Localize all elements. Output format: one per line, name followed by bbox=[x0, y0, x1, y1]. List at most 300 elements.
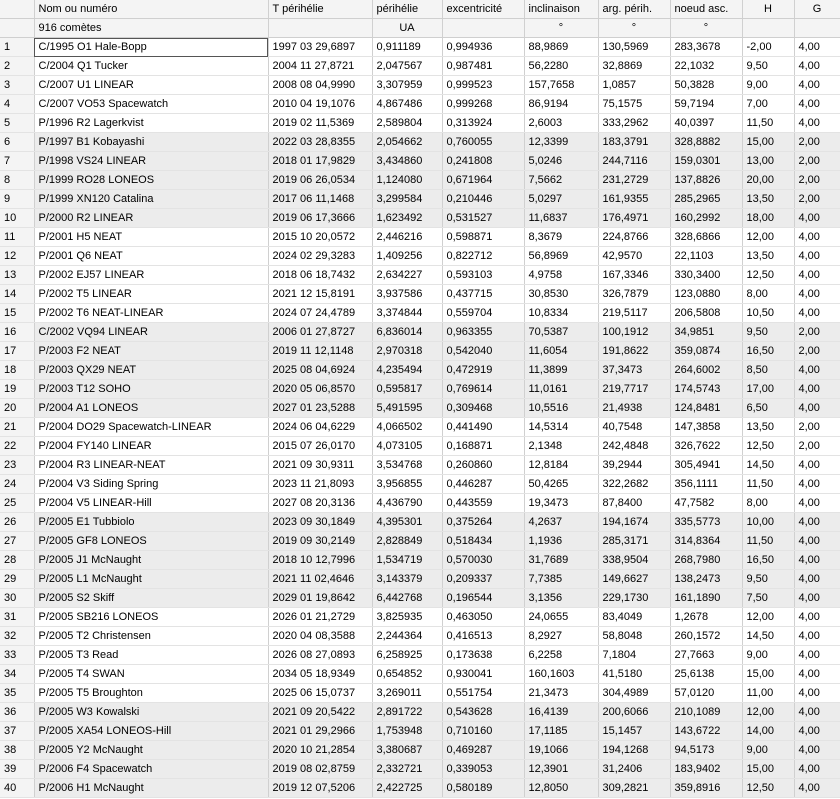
excentricite-cell[interactable]: 0,987481 bbox=[442, 57, 524, 76]
table-row[interactable] bbox=[0, 646, 840, 665]
g-cell[interactable]: 4,00 bbox=[794, 779, 840, 798]
comet-name[interactable]: P/2005 T3 Read bbox=[34, 646, 268, 665]
arg-perih-cell[interactable]: 161,9355 bbox=[598, 190, 670, 209]
noeud-asc-cell[interactable]: 159,0301 bbox=[670, 152, 742, 171]
table-row[interactable] bbox=[0, 760, 840, 779]
comet-name[interactable]: P/2003 QX29 NEAT bbox=[34, 361, 268, 380]
t-perihelie-cell[interactable]: 2024 07 24,4789 bbox=[268, 304, 372, 323]
perihelie-cell[interactable]: 3,299584 bbox=[372, 190, 442, 209]
comet-name[interactable]: P/2004 V5 LINEAR-Hill bbox=[34, 494, 268, 513]
excentricite-cell[interactable]: 0,531527 bbox=[442, 209, 524, 228]
table-row[interactable] bbox=[0, 361, 840, 380]
perihelie-cell[interactable]: 3,534768 bbox=[372, 456, 442, 475]
t-perihelie-cell[interactable]: 2024 02 29,3283 bbox=[268, 247, 372, 266]
noeud-asc-cell[interactable]: 305,4941 bbox=[670, 456, 742, 475]
perihelie-cell[interactable]: 0,911189 bbox=[372, 38, 442, 57]
t-perihelie-cell[interactable]: 2021 11 02,4646 bbox=[268, 570, 372, 589]
h-cell[interactable]: 10,00 bbox=[742, 513, 794, 532]
excentricite-cell[interactable]: 0,598871 bbox=[442, 228, 524, 247]
g-cell[interactable]: 4,00 bbox=[794, 380, 840, 399]
table-row[interactable] bbox=[0, 114, 840, 133]
table-row[interactable] bbox=[0, 342, 840, 361]
arg-perih-cell[interactable]: 75,1575 bbox=[598, 95, 670, 114]
t-perihelie-cell[interactable]: 2008 08 04,9990 bbox=[268, 76, 372, 95]
noeud-asc-cell[interactable]: 359,8916 bbox=[670, 779, 742, 798]
perihelie-cell[interactable]: 4,235494 bbox=[372, 361, 442, 380]
excentricite-cell[interactable]: 0,822712 bbox=[442, 247, 524, 266]
noeud-asc-cell[interactable]: 143,6722 bbox=[670, 722, 742, 741]
perihelie-cell[interactable]: 0,595817 bbox=[372, 380, 442, 399]
inclinaison-cell[interactable]: 7,7385 bbox=[524, 570, 598, 589]
t-perihelie-cell[interactable]: 1997 03 29,6897 bbox=[268, 38, 372, 57]
h-cell[interactable]: 8,00 bbox=[742, 285, 794, 304]
noeud-asc-cell[interactable]: 328,6866 bbox=[670, 228, 742, 247]
comet-name[interactable]: P/2005 GF8 LONEOS bbox=[34, 532, 268, 551]
inclinaison-cell[interactable]: 10,8334 bbox=[524, 304, 598, 323]
inclinaison-cell[interactable]: 8,3679 bbox=[524, 228, 598, 247]
table-row[interactable] bbox=[0, 627, 840, 646]
excentricite-cell[interactable]: 0,760055 bbox=[442, 133, 524, 152]
comet-name[interactable]: P/2006 H1 McNaught bbox=[34, 779, 268, 798]
arg-perih-cell[interactable]: 100,1912 bbox=[598, 323, 670, 342]
arg-perih-cell[interactable]: 326,7879 bbox=[598, 285, 670, 304]
excentricite-cell[interactable]: 0,260860 bbox=[442, 456, 524, 475]
perihelie-cell[interactable]: 6,442768 bbox=[372, 589, 442, 608]
g-cell[interactable]: 2,00 bbox=[794, 152, 840, 171]
table-row[interactable] bbox=[0, 190, 840, 209]
h-cell[interactable]: 13,00 bbox=[742, 152, 794, 171]
arg-perih-cell[interactable]: 333,2962 bbox=[598, 114, 670, 133]
perihelie-cell[interactable]: 5,491595 bbox=[372, 399, 442, 418]
inclinaison-cell[interactable]: 88,9869 bbox=[524, 38, 598, 57]
noeud-asc-cell[interactable]: 260,1572 bbox=[670, 627, 742, 646]
g-cell[interactable]: 4,00 bbox=[794, 76, 840, 95]
inclinaison-cell[interactable]: 56,2280 bbox=[524, 57, 598, 76]
inclinaison-cell[interactable]: 24,0655 bbox=[524, 608, 598, 627]
perihelie-cell[interactable]: 3,956855 bbox=[372, 475, 442, 494]
excentricite-cell[interactable]: 0,472919 bbox=[442, 361, 524, 380]
arg-perih-cell[interactable]: 183,3791 bbox=[598, 133, 670, 152]
t-perihelie-cell[interactable]: 2019 02 11,5369 bbox=[268, 114, 372, 133]
comet-name[interactable]: P/2005 S2 Skiff bbox=[34, 589, 268, 608]
arg-perih-cell[interactable]: 244,7116 bbox=[598, 152, 670, 171]
h-cell[interactable]: 6,50 bbox=[742, 399, 794, 418]
perihelie-cell[interactable]: 3,434860 bbox=[372, 152, 442, 171]
inclinaison-cell[interactable]: 12,8050 bbox=[524, 779, 598, 798]
arg-perih-cell[interactable]: 309,2821 bbox=[598, 779, 670, 798]
inclinaison-cell[interactable]: 31,7689 bbox=[524, 551, 598, 570]
excentricite-cell[interactable]: 0,543628 bbox=[442, 703, 524, 722]
arg-perih-cell[interactable]: 304,4989 bbox=[598, 684, 670, 703]
g-cell[interactable]: 4,00 bbox=[794, 551, 840, 570]
perihelie-cell[interactable]: 4,066502 bbox=[372, 418, 442, 437]
table-row[interactable] bbox=[0, 133, 840, 152]
arg-perih-cell[interactable]: 229,1730 bbox=[598, 589, 670, 608]
table-row[interactable] bbox=[0, 494, 840, 513]
inclinaison-cell[interactable]: 2,6003 bbox=[524, 114, 598, 133]
excentricite-cell[interactable]: 0,309468 bbox=[442, 399, 524, 418]
excentricite-cell[interactable]: 0,463050 bbox=[442, 608, 524, 627]
g-cell[interactable]: 4,00 bbox=[794, 703, 840, 722]
g-cell[interactable]: 4,00 bbox=[794, 589, 840, 608]
inclinaison-cell[interactable]: 4,2637 bbox=[524, 513, 598, 532]
t-perihelie-cell[interactable]: 2020 05 06,8570 bbox=[268, 380, 372, 399]
perihelie-cell[interactable]: 2,891722 bbox=[372, 703, 442, 722]
h-cell[interactable]: 15,00 bbox=[742, 133, 794, 152]
g-cell[interactable]: 4,00 bbox=[794, 741, 840, 760]
arg-perih-cell[interactable]: 42,9570 bbox=[598, 247, 670, 266]
inclinaison-cell[interactable]: 30,8530 bbox=[524, 285, 598, 304]
perihelie-cell[interactable]: 3,374844 bbox=[372, 304, 442, 323]
comet-name[interactable]: P/2003 F2 NEAT bbox=[34, 342, 268, 361]
arg-perih-cell[interactable]: 39,2944 bbox=[598, 456, 670, 475]
comet-name[interactable]: C/1995 O1 Hale-Bopp bbox=[34, 38, 268, 57]
g-cell[interactable]: 4,00 bbox=[794, 760, 840, 779]
table-row[interactable] bbox=[0, 684, 840, 703]
excentricite-cell[interactable]: 0,173638 bbox=[442, 646, 524, 665]
inclinaison-cell[interactable]: 50,4265 bbox=[524, 475, 598, 494]
comet-name[interactable]: P/2004 FY140 LINEAR bbox=[34, 437, 268, 456]
g-cell[interactable]: 4,00 bbox=[794, 456, 840, 475]
noeud-asc-cell[interactable]: 183,9402 bbox=[670, 760, 742, 779]
arg-perih-cell[interactable]: 224,8766 bbox=[598, 228, 670, 247]
noeud-asc-cell[interactable]: 285,2965 bbox=[670, 190, 742, 209]
arg-perih-cell[interactable]: 285,3171 bbox=[598, 532, 670, 551]
table-row[interactable] bbox=[0, 779, 840, 798]
g-cell[interactable]: 2,00 bbox=[794, 171, 840, 190]
noeud-asc-cell[interactable]: 57,0120 bbox=[670, 684, 742, 703]
g-cell[interactable]: 4,00 bbox=[794, 513, 840, 532]
noeud-asc-cell[interactable]: 25,6138 bbox=[670, 665, 742, 684]
t-perihelie-cell[interactable]: 2023 09 30,1849 bbox=[268, 513, 372, 532]
t-perihelie-cell[interactable]: 2021 12 15,8191 bbox=[268, 285, 372, 304]
inclinaison-cell[interactable]: 6,2258 bbox=[524, 646, 598, 665]
h-cell[interactable]: 9,00 bbox=[742, 76, 794, 95]
perihelie-cell[interactable]: 3,380687 bbox=[372, 741, 442, 760]
table-row[interactable] bbox=[0, 380, 840, 399]
h-cell[interactable]: 13,50 bbox=[742, 418, 794, 437]
g-cell[interactable]: 4,00 bbox=[794, 361, 840, 380]
noeud-asc-cell[interactable]: 138,2473 bbox=[670, 570, 742, 589]
comet-name[interactable]: P/2005 T5 Broughton bbox=[34, 684, 268, 703]
table-row[interactable] bbox=[0, 152, 840, 171]
arg-perih-cell[interactable]: 21,4938 bbox=[598, 399, 670, 418]
arg-perih-cell[interactable]: 219,5117 bbox=[598, 304, 670, 323]
header-h[interactable]: H bbox=[742, 0, 794, 19]
arg-perih-cell[interactable]: 58,8048 bbox=[598, 627, 670, 646]
h-cell[interactable]: 9,00 bbox=[742, 646, 794, 665]
perihelie-cell[interactable]: 3,825935 bbox=[372, 608, 442, 627]
header-excentricite[interactable]: excentricité bbox=[442, 0, 524, 19]
t-perihelie-cell[interactable]: 2026 08 27,0893 bbox=[268, 646, 372, 665]
comet-name[interactable]: P/1996 R2 Lagerkvist bbox=[34, 114, 268, 133]
t-perihelie-cell[interactable]: 2023 11 21,8093 bbox=[268, 475, 372, 494]
inclinaison-cell[interactable]: 12,3901 bbox=[524, 760, 598, 779]
g-cell[interactable]: 4,00 bbox=[794, 114, 840, 133]
table-row[interactable] bbox=[0, 437, 840, 456]
t-perihelie-cell[interactable]: 2010 04 19,1076 bbox=[268, 95, 372, 114]
h-cell[interactable]: 13,50 bbox=[742, 247, 794, 266]
noeud-asc-cell[interactable]: 210,1089 bbox=[670, 703, 742, 722]
table-row[interactable] bbox=[0, 570, 840, 589]
arg-perih-cell[interactable]: 200,6066 bbox=[598, 703, 670, 722]
comet-name[interactable]: P/2004 V3 Siding Spring bbox=[34, 475, 268, 494]
t-perihelie-cell[interactable]: 2020 04 08,3588 bbox=[268, 627, 372, 646]
perihelie-cell[interactable]: 2,589804 bbox=[372, 114, 442, 133]
comet-name[interactable]: P/2005 L1 McNaught bbox=[34, 570, 268, 589]
perihelie-cell[interactable]: 1,753948 bbox=[372, 722, 442, 741]
header-name[interactable]: Nom ou numéro bbox=[34, 0, 268, 19]
header-g[interactable]: G bbox=[794, 0, 840, 19]
g-cell[interactable]: 4,00 bbox=[794, 95, 840, 114]
inclinaison-cell[interactable]: 19,1066 bbox=[524, 741, 598, 760]
noeud-asc-cell[interactable]: 47,7582 bbox=[670, 494, 742, 513]
perihelie-cell[interactable]: 6,258925 bbox=[372, 646, 442, 665]
noeud-asc-cell[interactable]: 40,0397 bbox=[670, 114, 742, 133]
excentricite-cell[interactable]: 0,437715 bbox=[442, 285, 524, 304]
excentricite-cell[interactable]: 0,518434 bbox=[442, 532, 524, 551]
noeud-asc-cell[interactable]: 264,6002 bbox=[670, 361, 742, 380]
table-row[interactable] bbox=[0, 399, 840, 418]
t-perihelie-cell[interactable]: 2019 09 30,2149 bbox=[268, 532, 372, 551]
inclinaison-cell[interactable]: 1,1936 bbox=[524, 532, 598, 551]
header-inclinaison[interactable]: inclinaison bbox=[524, 0, 598, 19]
comet-name[interactable]: P/1999 RO28 LONEOS bbox=[34, 171, 268, 190]
arg-perih-cell[interactable]: 167,3346 bbox=[598, 266, 670, 285]
noeud-asc-cell[interactable]: 22,1032 bbox=[670, 57, 742, 76]
table-row[interactable] bbox=[0, 228, 840, 247]
arg-perih-cell[interactable]: 322,2682 bbox=[598, 475, 670, 494]
h-cell[interactable]: 11,50 bbox=[742, 532, 794, 551]
arg-perih-cell[interactable]: 31,2406 bbox=[598, 760, 670, 779]
table-row[interactable] bbox=[0, 38, 840, 57]
h-cell[interactable]: 7,00 bbox=[742, 95, 794, 114]
arg-perih-cell[interactable]: 231,2729 bbox=[598, 171, 670, 190]
t-perihelie-cell[interactable]: 2019 06 17,3666 bbox=[268, 209, 372, 228]
noeud-asc-cell[interactable]: 174,5743 bbox=[670, 380, 742, 399]
t-perihelie-cell[interactable]: 2026 01 21,2729 bbox=[268, 608, 372, 627]
arg-perih-cell[interactable]: 149,6627 bbox=[598, 570, 670, 589]
h-cell[interactable]: 14,50 bbox=[742, 627, 794, 646]
g-cell[interactable]: 4,00 bbox=[794, 266, 840, 285]
t-perihelie-cell[interactable]: 2022 03 28,8355 bbox=[268, 133, 372, 152]
table-row[interactable] bbox=[0, 741, 840, 760]
header-index[interactable] bbox=[0, 0, 34, 19]
t-perihelie-cell[interactable]: 2021 09 20,5422 bbox=[268, 703, 372, 722]
inclinaison-cell[interactable]: 5,0297 bbox=[524, 190, 598, 209]
g-cell[interactable]: 4,00 bbox=[794, 285, 840, 304]
inclinaison-cell[interactable]: 4,9758 bbox=[524, 266, 598, 285]
inclinaison-cell[interactable]: 5,0246 bbox=[524, 152, 598, 171]
noeud-asc-cell[interactable]: 206,5808 bbox=[670, 304, 742, 323]
comet-name[interactable]: C/2002 VQ94 LINEAR bbox=[34, 323, 268, 342]
comet-name[interactable]: P/2002 T5 LINEAR bbox=[34, 285, 268, 304]
excentricite-cell[interactable]: 0,375264 bbox=[442, 513, 524, 532]
header-t-perihelie[interactable]: T périhélie bbox=[268, 0, 372, 19]
h-cell[interactable]: 12,00 bbox=[742, 703, 794, 722]
perihelie-cell[interactable]: 4,867486 bbox=[372, 95, 442, 114]
h-cell[interactable]: 20,00 bbox=[742, 171, 794, 190]
excentricite-cell[interactable]: 0,710160 bbox=[442, 722, 524, 741]
comet-name[interactable]: P/2005 J1 McNaught bbox=[34, 551, 268, 570]
excentricite-cell[interactable]: 0,671964 bbox=[442, 171, 524, 190]
perihelie-cell[interactable]: 3,307959 bbox=[372, 76, 442, 95]
excentricite-cell[interactable]: 0,580189 bbox=[442, 779, 524, 798]
comet-name[interactable]: P/2005 XA54 LONEOS-Hill bbox=[34, 722, 268, 741]
inclinaison-cell[interactable]: 12,8184 bbox=[524, 456, 598, 475]
perihelie-cell[interactable]: 1,409256 bbox=[372, 247, 442, 266]
table-row[interactable] bbox=[0, 323, 840, 342]
g-cell[interactable]: 4,00 bbox=[794, 475, 840, 494]
comet-name[interactable]: P/2002 T6 NEAT-LINEAR bbox=[34, 304, 268, 323]
t-perihelie-cell[interactable]: 2019 11 12,1148 bbox=[268, 342, 372, 361]
g-cell[interactable]: 4,00 bbox=[794, 247, 840, 266]
inclinaison-cell[interactable]: 8,2927 bbox=[524, 627, 598, 646]
table-row[interactable] bbox=[0, 513, 840, 532]
g-cell[interactable]: 4,00 bbox=[794, 570, 840, 589]
h-cell[interactable]: 12,50 bbox=[742, 779, 794, 798]
arg-perih-cell[interactable]: 338,9504 bbox=[598, 551, 670, 570]
h-cell[interactable]: 15,00 bbox=[742, 665, 794, 684]
arg-perih-cell[interactable]: 41,5180 bbox=[598, 665, 670, 684]
inclinaison-cell[interactable]: 16,4139 bbox=[524, 703, 598, 722]
excentricite-cell[interactable]: 0,339053 bbox=[442, 760, 524, 779]
arg-perih-cell[interactable]: 83,4049 bbox=[598, 608, 670, 627]
g-cell[interactable]: 4,00 bbox=[794, 57, 840, 76]
excentricite-cell[interactable]: 0,469287 bbox=[442, 741, 524, 760]
table-row[interactable] bbox=[0, 589, 840, 608]
excentricite-cell[interactable]: 0,446287 bbox=[442, 475, 524, 494]
t-perihelie-cell[interactable]: 2018 01 17,9829 bbox=[268, 152, 372, 171]
table-row[interactable] bbox=[0, 703, 840, 722]
table-row[interactable] bbox=[0, 608, 840, 627]
comet-name[interactable]: P/2004 R3 LINEAR-NEAT bbox=[34, 456, 268, 475]
perihelie-cell[interactable]: 0,654852 bbox=[372, 665, 442, 684]
comet-name[interactable]: P/2002 EJ57 LINEAR bbox=[34, 266, 268, 285]
g-cell[interactable]: 2,00 bbox=[794, 342, 840, 361]
t-perihelie-cell[interactable]: 2019 06 26,0534 bbox=[268, 171, 372, 190]
g-cell[interactable]: 2,00 bbox=[794, 437, 840, 456]
g-cell[interactable]: 4,00 bbox=[794, 38, 840, 57]
t-perihelie-cell[interactable]: 2006 01 27,8727 bbox=[268, 323, 372, 342]
perihelie-cell[interactable]: 2,970318 bbox=[372, 342, 442, 361]
arg-perih-cell[interactable]: 242,4848 bbox=[598, 437, 670, 456]
comet-name[interactable]: P/2003 T12 SOHO bbox=[34, 380, 268, 399]
h-cell[interactable]: 13,50 bbox=[742, 190, 794, 209]
table-row[interactable] bbox=[0, 209, 840, 228]
h-cell[interactable]: 18,00 bbox=[742, 209, 794, 228]
inclinaison-cell[interactable]: 11,6837 bbox=[524, 209, 598, 228]
noeud-asc-cell[interactable]: 359,0874 bbox=[670, 342, 742, 361]
arg-perih-cell[interactable]: 194,1268 bbox=[598, 741, 670, 760]
noeud-asc-cell[interactable]: 22,1103 bbox=[670, 247, 742, 266]
table-row[interactable] bbox=[0, 285, 840, 304]
excentricite-cell[interactable]: 0,313924 bbox=[442, 114, 524, 133]
inclinaison-cell[interactable]: 56,8969 bbox=[524, 247, 598, 266]
noeud-asc-cell[interactable]: 283,3678 bbox=[670, 38, 742, 57]
perihelie-cell[interactable]: 3,143379 bbox=[372, 570, 442, 589]
t-perihelie-cell[interactable]: 2029 01 19,8642 bbox=[268, 589, 372, 608]
perihelie-cell[interactable]: 6,836014 bbox=[372, 323, 442, 342]
perihelie-cell[interactable]: 3,269011 bbox=[372, 684, 442, 703]
h-cell[interactable]: 9,50 bbox=[742, 570, 794, 589]
h-cell[interactable]: 12,50 bbox=[742, 266, 794, 285]
table-row[interactable] bbox=[0, 456, 840, 475]
table-row[interactable] bbox=[0, 551, 840, 570]
g-cell[interactable]: 4,00 bbox=[794, 684, 840, 703]
excentricite-cell[interactable]: 0,443559 bbox=[442, 494, 524, 513]
comet-name[interactable]: P/2000 R2 LINEAR bbox=[34, 209, 268, 228]
t-perihelie-cell[interactable]: 2025 08 04,6924 bbox=[268, 361, 372, 380]
h-cell[interactable]: 11,50 bbox=[742, 114, 794, 133]
excentricite-cell[interactable]: 0,999523 bbox=[442, 76, 524, 95]
comet-name[interactable]: P/1999 XN120 Catalina bbox=[34, 190, 268, 209]
noeud-asc-cell[interactable]: 137,8826 bbox=[670, 171, 742, 190]
table-row[interactable] bbox=[0, 722, 840, 741]
g-cell[interactable]: 4,00 bbox=[794, 399, 840, 418]
inclinaison-cell[interactable]: 7,5662 bbox=[524, 171, 598, 190]
h-cell[interactable]: 9,50 bbox=[742, 57, 794, 76]
excentricite-cell[interactable]: 0,241808 bbox=[442, 152, 524, 171]
inclinaison-cell[interactable]: 160,1603 bbox=[524, 665, 598, 684]
perihelie-cell[interactable]: 4,436790 bbox=[372, 494, 442, 513]
excentricite-cell[interactable]: 0,416513 bbox=[442, 627, 524, 646]
excentricite-cell[interactable]: 0,551754 bbox=[442, 684, 524, 703]
noeud-asc-cell[interactable]: 160,2992 bbox=[670, 209, 742, 228]
excentricite-cell[interactable]: 0,168871 bbox=[442, 437, 524, 456]
comet-name[interactable]: P/2005 T4 SWAN bbox=[34, 665, 268, 684]
table-row[interactable] bbox=[0, 475, 840, 494]
comet-name[interactable]: P/2005 Y2 McNaught bbox=[34, 741, 268, 760]
arg-perih-cell[interactable]: 7,1804 bbox=[598, 646, 670, 665]
noeud-asc-cell[interactable]: 1,2678 bbox=[670, 608, 742, 627]
noeud-asc-cell[interactable]: 27,7663 bbox=[670, 646, 742, 665]
h-cell[interactable]: 12,50 bbox=[742, 437, 794, 456]
t-perihelie-cell[interactable]: 2015 07 26,0170 bbox=[268, 437, 372, 456]
perihelie-cell[interactable]: 4,395301 bbox=[372, 513, 442, 532]
noeud-asc-cell[interactable]: 50,3828 bbox=[670, 76, 742, 95]
excentricite-cell[interactable]: 0,994936 bbox=[442, 38, 524, 57]
noeud-asc-cell[interactable]: 268,7980 bbox=[670, 551, 742, 570]
h-cell[interactable]: 7,50 bbox=[742, 589, 794, 608]
inclinaison-cell[interactable]: 17,1185 bbox=[524, 722, 598, 741]
table-row[interactable] bbox=[0, 665, 840, 684]
excentricite-cell[interactable]: 0,542040 bbox=[442, 342, 524, 361]
inclinaison-cell[interactable]: 19,3473 bbox=[524, 494, 598, 513]
t-perihelie-cell[interactable]: 2027 01 23,5288 bbox=[268, 399, 372, 418]
g-cell[interactable]: 4,00 bbox=[794, 608, 840, 627]
t-perihelie-cell[interactable]: 2021 09 30,9311 bbox=[268, 456, 372, 475]
arg-perih-cell[interactable]: 176,4971 bbox=[598, 209, 670, 228]
g-cell[interactable]: 4,00 bbox=[794, 646, 840, 665]
table-row[interactable] bbox=[0, 76, 840, 95]
g-cell[interactable]: 2,00 bbox=[794, 323, 840, 342]
excentricite-cell[interactable]: 0,210446 bbox=[442, 190, 524, 209]
perihelie-cell[interactable]: 2,634227 bbox=[372, 266, 442, 285]
inclinaison-cell[interactable]: 11,3899 bbox=[524, 361, 598, 380]
noeud-asc-cell[interactable]: 330,3400 bbox=[670, 266, 742, 285]
comet-name[interactable]: P/2004 A1 LONEOS bbox=[34, 399, 268, 418]
arg-perih-cell[interactable]: 219,7717 bbox=[598, 380, 670, 399]
excentricite-cell[interactable]: 0,559704 bbox=[442, 304, 524, 323]
table-row[interactable] bbox=[0, 95, 840, 114]
excentricite-cell[interactable]: 0,999268 bbox=[442, 95, 524, 114]
header-perihelie[interactable]: périhélie bbox=[372, 0, 442, 19]
h-cell[interactable]: 9,00 bbox=[742, 741, 794, 760]
arg-perih-cell[interactable]: 87,8400 bbox=[598, 494, 670, 513]
comet-name[interactable]: P/1997 B1 Kobayashi bbox=[34, 133, 268, 152]
comet-name[interactable]: C/2007 VO53 Spacewatch bbox=[34, 95, 268, 114]
